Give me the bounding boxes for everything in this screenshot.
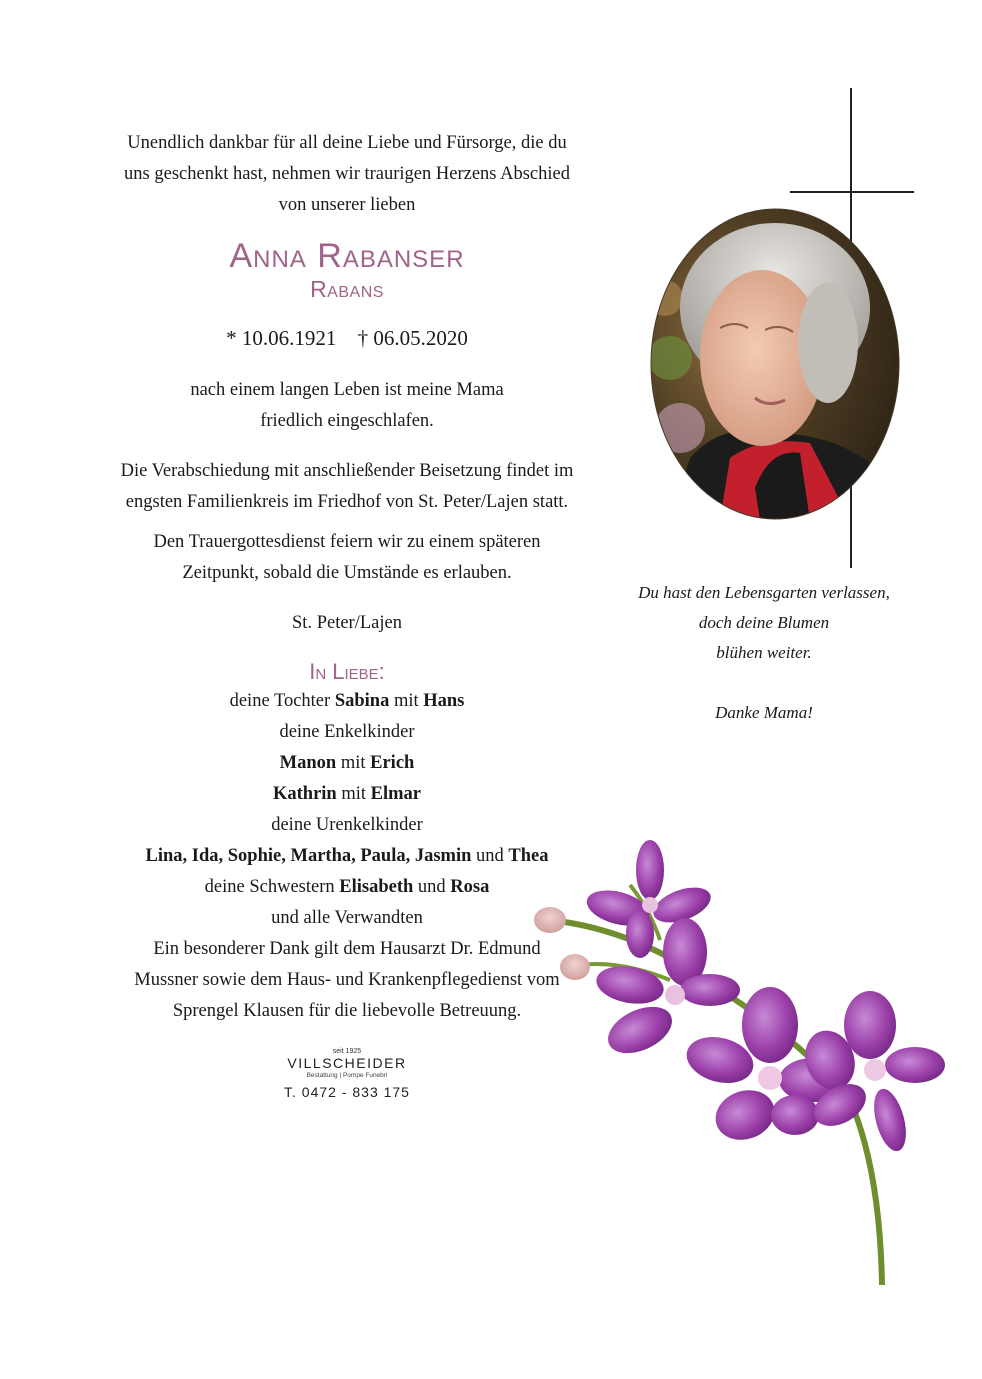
verse-line: Du hast den Lebensgarten verlassen, (638, 583, 890, 602)
intro-line: uns geschenkt hast, nehmen wir traurigen Herzens Abschied (124, 164, 570, 184)
verse-line: blühen weiter. (716, 643, 812, 662)
text: und (471, 846, 509, 866)
text: mit (336, 784, 371, 804)
ceremony-line: Den Trauergottesdienst feiern wir zu einem späteren (153, 532, 541, 552)
mourner-name: Lina, Ida, Sophie, Martha, Paula, Jasmin (145, 846, 472, 866)
cross-icon-horizontal (790, 191, 914, 193)
passing-message (100, 375, 594, 437)
ceremony-info (100, 456, 594, 518)
text: und (413, 877, 451, 897)
ceremony-line: Zeitpunkt, sobald die Umstände es erlauben. (182, 563, 512, 583)
text: deine Tochter (229, 691, 335, 711)
thanks-line: Ein besonderer Dank gilt dem Hausarzt Dr. Edmund (153, 939, 541, 959)
death-date: † 06.05.2020 (357, 326, 468, 350)
intro-line: Unendlich dankbar für all deine Liebe und Fürsorge, die du (127, 133, 567, 153)
ceremony-line: engsten Familienkreis im Friedhof von St. Peter/Lajen statt. (125, 492, 569, 512)
deceased-nickname: Rabans (310, 276, 384, 302)
portrait-photo (650, 208, 900, 520)
deceased-name: Anna Rabanser (229, 237, 465, 275)
mourner-name: Hans (423, 691, 465, 711)
intro-text (100, 128, 594, 221)
thanks-line: Mussner sowie dem Haus- und Krankenpflegedienst vom (134, 970, 560, 990)
mourner-name: Sabina (334, 691, 390, 711)
mourner-line (100, 686, 594, 717)
life-dates (100, 323, 594, 353)
mourner-name: Elisabeth (339, 877, 414, 897)
funeral-home-subtitle: Bestattung | Pompe Funebri (306, 1072, 388, 1079)
mourners-heading: In Liebe: (309, 659, 385, 684)
mourner-name: Thea (508, 846, 549, 866)
verse-thanks: Danke Mama! (715, 703, 813, 722)
intro-line: von unserer lieben (278, 195, 416, 215)
text: deine Schwestern (204, 877, 340, 897)
funeral-home-phone: T. 0472 - 833 175 (284, 1084, 410, 1100)
mourner-line: deine Enkelkinder (279, 722, 415, 742)
mourner-line (100, 779, 594, 810)
since-label: seit 1925 (332, 1048, 362, 1055)
funeral-home-name: VILLSCHEIDER (287, 1055, 407, 1071)
memorial-verse (620, 578, 908, 728)
mourner-name: Rosa (450, 877, 490, 897)
thanks-line: Sprengel Klausen für die liebevolle Betreuung. (172, 1001, 522, 1021)
place (100, 608, 594, 639)
mourner-name: Elmar (370, 784, 421, 804)
service-info (100, 527, 594, 589)
text: mit (389, 691, 424, 711)
mourner-name: Kathrin (272, 784, 337, 804)
birth-date: * 10.06.1921 (226, 326, 337, 350)
text: mit (336, 753, 371, 773)
place-line: St. Peter/Lajen (292, 613, 402, 633)
mourner-line (100, 748, 594, 779)
mourner-name: Manon (279, 753, 337, 773)
mourner-name: Erich (370, 753, 415, 773)
message-line: friedlich eingeschlafen. (260, 411, 434, 431)
mourner-line: deine Urenkelkinder (271, 815, 423, 835)
verse-line: doch deine Blumen (698, 613, 830, 632)
ceremony-line: Die Verabschiedung mit anschließender Beisetzung findet im (120, 461, 574, 481)
mourner-line: und alle Verwandten (271, 908, 423, 928)
orchid-flower-image (520, 840, 960, 1290)
message-line: nach einem langen Leben ist meine Mama (190, 380, 504, 400)
